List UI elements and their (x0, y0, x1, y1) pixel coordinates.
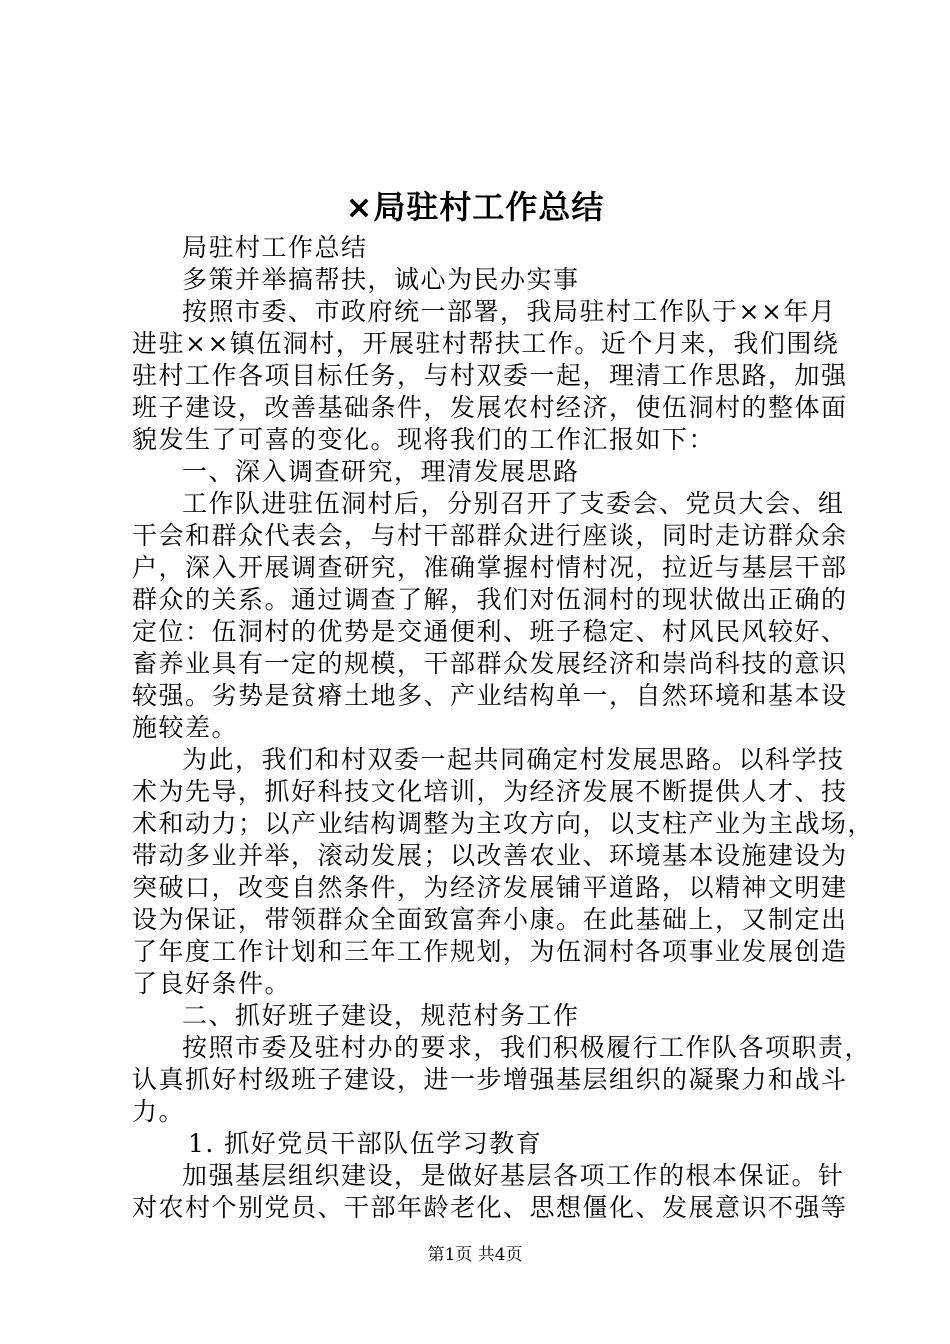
text-line: 二、抓好班子建设，规范村务工作 (182, 1001, 580, 1030)
text-line: 设为保证，带领群众全面致富奔小康。在此基础上，又制定出 (132, 905, 848, 934)
text-line: 加强基层组织建设，是做好基层各项工作的根本保证。针 (182, 1161, 845, 1190)
text-line: 了良好条件。 (132, 969, 292, 998)
text-line: 户，深入开展调查研究，准确掌握村情村况，拉近与基层干部 (132, 553, 848, 582)
text-line: 认真抓好村级班子建设，进一步增强基层组织的凝聚力和战斗 (132, 1065, 848, 1094)
text-line: 定位：伍洞村的优势是交通便利、班子稳定、村风民风较好、 (132, 617, 848, 646)
text-line: 一、深入调查研究，理清发展思路 (182, 457, 580, 486)
text-line: 带动多业并举，滚动发展；以改善农业、环境基本设施建设为 (132, 841, 848, 870)
document-body (132, 232, 875, 1224)
page-footer: 第1页 共4页 (427, 1245, 523, 1265)
document-title: ×局驻村工作总结 (345, 188, 605, 226)
text-line: 进驻××镇伍洞村，开展驻村帮扶工作。近个月来，我们围绕 (132, 329, 840, 358)
text-line: 驻村工作各项目标任务，与村双委一起，理清工作思路，加强 (132, 361, 848, 390)
text-line: 局驻村工作总结 (182, 233, 368, 262)
text-line: 了年度工作计划和三年工作规划，为伍洞村各项事业发展创造 (132, 937, 848, 966)
text-line: 术和动力；以产业结构调整为主攻方向，以支柱产业为主战场， (132, 809, 875, 838)
text-line: 多策并举搞帮扶，诚心为民办实事 (182, 265, 580, 294)
text-line: 对农村个别党员、干部年龄老化、思想僵化、发展意识不强等 (132, 1193, 848, 1222)
text-line: 按照市委、市政府统一部署，我局驻村工作队于××年月 (182, 297, 837, 326)
text-line: 术为先导，抓好科技文化培训，为经济发展不断提供人才、技 (132, 777, 848, 806)
text-line: 干会和群众代表会，与村干部群众进行座谈，同时走访群众余 (132, 521, 848, 550)
text-line: 力。 (132, 1097, 186, 1126)
text-line: 突破口，改变自然条件，为经济发展铺平道路，以精神文明建 (132, 873, 848, 902)
text-line: 畜养业具有一定的规模，干部群众发展经济和崇尚科技的意识 (132, 649, 848, 678)
text-line: 工作队进驻伍洞村后，分别召开了支委会、党员大会、组 (182, 489, 845, 518)
text-line: 貌发生了可喜的变化。现将我们的工作汇报如下： (132, 425, 716, 454)
text-line: 施较差。 (132, 713, 239, 742)
text-line: 班子建设，改善基础条件，发展农村经济，使伍洞村的整体面 (132, 393, 848, 422)
text-line: 为此，我们和村双委一起共同确定村发展思路。以科学技 (182, 745, 845, 774)
text-line: 按照市委及驻村办的要求，我们积极履行工作队各项职责， (182, 1033, 872, 1062)
text-line: 1. 抓好党员干部队伍学习教育 (188, 1129, 543, 1158)
text-line: 较强。劣势是贫瘠土地多、产业结构单一，自然环境和基本设 (132, 681, 848, 710)
text-line: 群众的关系。通过调查了解，我们对伍洞村的现状做出正确的 (132, 585, 848, 614)
